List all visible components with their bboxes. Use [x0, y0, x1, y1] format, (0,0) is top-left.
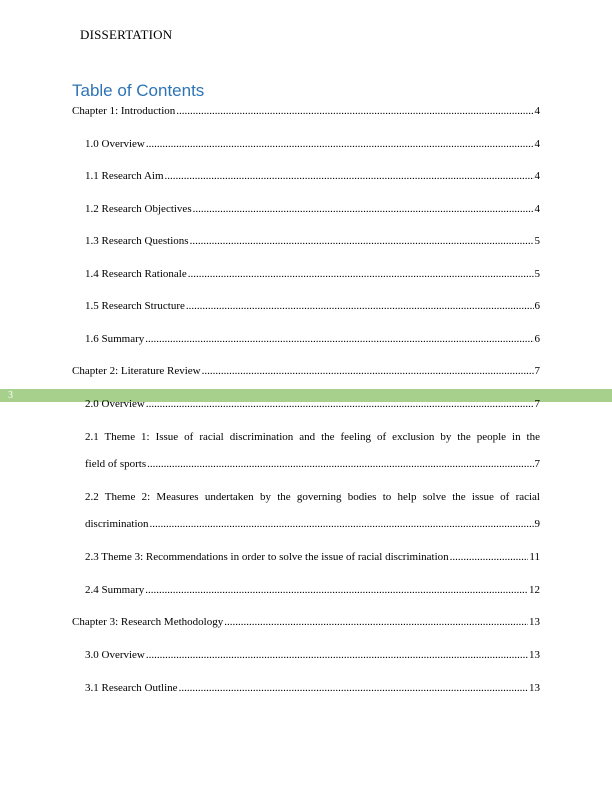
toc-entry-page: 11 [529, 551, 540, 563]
toc-entry-2-4[interactable] [85, 583, 540, 597]
toc-entry-label: field of sports [85, 458, 147, 470]
dot-leader [165, 169, 534, 183]
toc-entry-label: Chapter 3: Research Methodology [72, 616, 224, 628]
dot-leader [146, 648, 528, 662]
dot-leader [188, 267, 534, 281]
toc-entry-label: Chapter 1: Introduction [72, 105, 176, 117]
toc-entry-label: 1.1 Research Aim [85, 170, 164, 182]
toc-entry-page: 7 [534, 458, 540, 470]
toc-entry-chapter-2[interactable] [72, 364, 540, 378]
toc-entry-page: 4 [534, 203, 540, 215]
toc-entry-1-2[interactable] [85, 202, 540, 216]
toc-entry-3-0[interactable] [85, 648, 540, 662]
running-header: DISSERTATION [80, 27, 173, 42]
toc-entry-2-1-line-1[interactable]: 2.1 Theme 1: Issue of racial discrimination and the feeling of exclusion by the people in the [85, 431, 540, 443]
toc-entry-label: Chapter 2: Literature Review [72, 365, 201, 377]
toc-entry-page: 7 [534, 398, 540, 410]
toc-entry-2-2-line-1[interactable]: 2.2 Theme 2: Measures undertaken by the governing bodies to help solve the issue of racial [85, 491, 540, 503]
dot-leader [145, 332, 533, 346]
toc-entry-3-1[interactable] [85, 681, 540, 695]
toc-entry-label: 1.2 Research Objectives [85, 203, 192, 215]
toc-entry-label: 1.4 Research Rationale [85, 268, 187, 280]
toc-entry-2-3[interactable] [85, 550, 540, 564]
dot-leader [202, 364, 534, 378]
dot-leader [146, 397, 534, 411]
toc-entry-page: 4 [534, 170, 540, 182]
toc-entry-1-5[interactable] [85, 299, 540, 313]
dot-leader [145, 583, 528, 597]
toc-entry-label: discrimination [85, 518, 149, 530]
toc-entry-label: 2.0 Overview [85, 398, 145, 410]
toc-entry-page: 7 [534, 365, 540, 377]
toc-entry-page: 13 [529, 682, 540, 694]
dot-leader [186, 299, 534, 313]
toc-entry-label: 1.5 Research Structure [85, 300, 185, 312]
dot-leader [147, 457, 533, 471]
dot-leader [190, 234, 534, 248]
toc-entry-page: 5 [534, 268, 540, 280]
toc-entry-page: 13 [529, 649, 540, 661]
dot-leader [179, 681, 528, 695]
toc-entry-label: 2.3 Theme 3: Recommendations in order to solve the issue of racial discrimination [85, 551, 449, 563]
toc-entry-page: 5 [534, 235, 540, 247]
toc-entry-label: 2.4 Summary [85, 584, 145, 596]
dot-leader [193, 202, 534, 216]
toc-entry-page: 9 [534, 518, 540, 530]
toc-entry-page: 4 [534, 105, 540, 117]
toc-entry-2-2[interactable] [85, 517, 540, 531]
toc-entry-page: 12 [529, 584, 540, 596]
toc-entry-1-4[interactable] [85, 267, 540, 281]
toc-entry-2-0[interactable] [85, 397, 540, 411]
toc-entry-label: 3.1 Research Outline [85, 682, 178, 694]
toc-entry-chapter-3[interactable] [72, 615, 540, 629]
dot-leader [450, 550, 529, 564]
toc-title: Table of Contents [72, 81, 205, 100]
toc-entry-page: 13 [529, 616, 540, 628]
toc-entry-1-3[interactable] [85, 234, 540, 248]
dot-leader [150, 517, 534, 531]
toc-entry-label: 3.0 Overview [85, 649, 145, 661]
toc-entry-page: 4 [534, 138, 540, 150]
toc-entry-label: 1.3 Research Questions [85, 235, 189, 247]
dot-leader [176, 104, 533, 118]
page-number-marker: 3 [8, 390, 13, 401]
dot-leader [224, 615, 528, 629]
toc-entry-page: 6 [534, 333, 540, 345]
dot-leader [146, 137, 534, 151]
toc-entry-2-1[interactable] [85, 457, 540, 471]
toc-entry-label: 1.6 Summary [85, 333, 145, 345]
toc-entry-page: 6 [534, 300, 540, 312]
toc-entry-label: 1.0 Overview [85, 138, 145, 150]
toc-entry-1-6[interactable] [85, 332, 540, 346]
toc-entry-1-0[interactable] [85, 137, 540, 151]
toc-entry-1-1[interactable] [85, 169, 540, 183]
toc-entry-chapter-1[interactable] [72, 104, 540, 118]
